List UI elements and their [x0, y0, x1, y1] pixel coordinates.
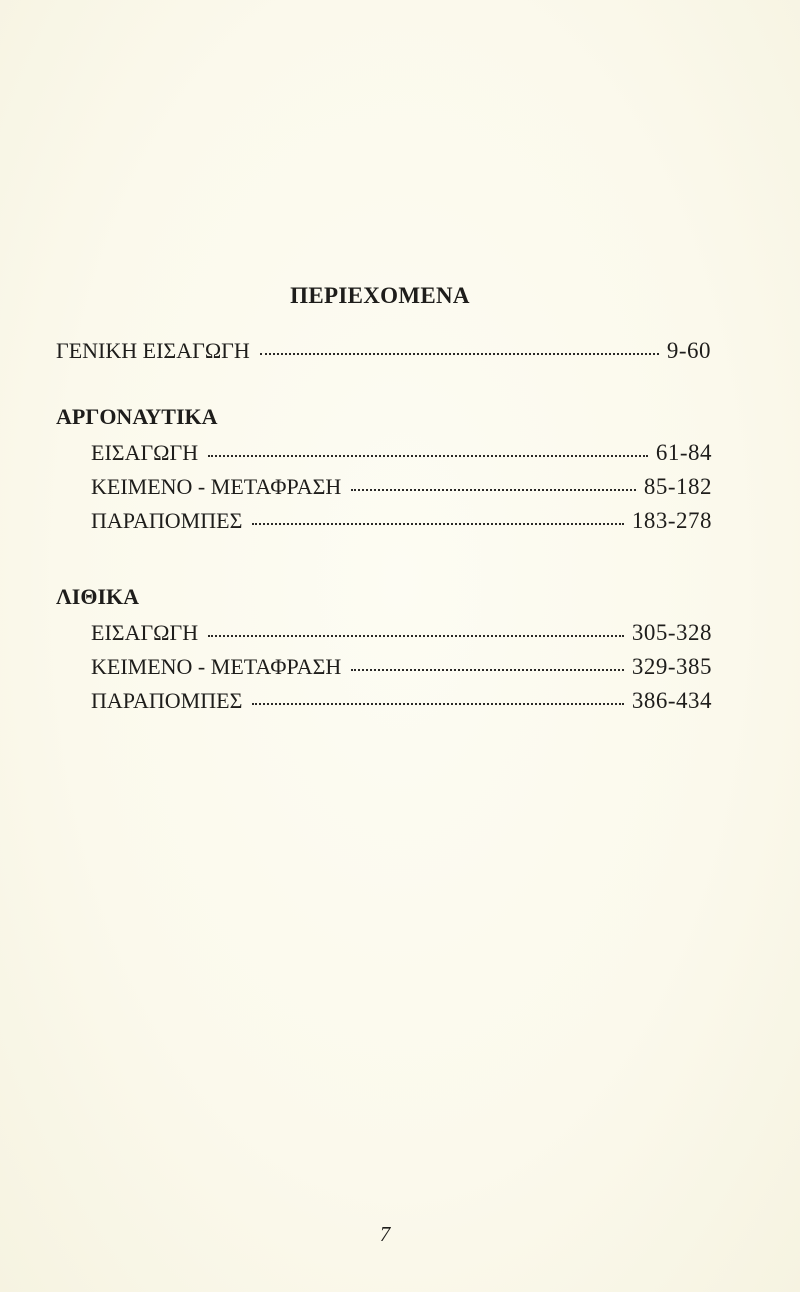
- toc-entry-lithika-text: [91, 652, 712, 682]
- toc-entry-pages: 9-60: [666, 338, 711, 363]
- toc-entry-label: ΚΕΙΜΕΝΟ - ΜΕΤΑΦΡΑΣΗ: [91, 474, 342, 499]
- toc-entry-label: ΚΕΙΜΕΝΟ - ΜΕΤΑΦΡΑΣΗ: [91, 654, 342, 679]
- toc-entry-general-intro: [56, 336, 711, 366]
- leader-dots: [208, 635, 624, 637]
- toc-entry-label: ΠΑΡΑΠΟΜΠΕΣ: [91, 508, 243, 533]
- toc-entry-pages: 329-385: [631, 654, 712, 679]
- page-number: 7: [379, 1222, 391, 1246]
- leader-dots: [252, 523, 623, 525]
- toc-entry-pages: 305-328: [631, 620, 712, 645]
- leader-dots: [351, 669, 624, 671]
- toc-entry-pages: 386-434: [631, 688, 712, 713]
- toc-entry-label: ΕΙΣΑΓΩΓΗ: [91, 620, 199, 645]
- leader-dots: [260, 353, 659, 355]
- toc-entry-pages: 61-84: [655, 440, 712, 465]
- toc-entry-argonautika-notes: [91, 506, 712, 536]
- leader-dots: [252, 703, 623, 705]
- section-heading-argonautika: ΑΡΓΟΝΑΥΤΙΚΑ: [56, 404, 218, 429]
- toc-entry-label: ΕΙΣΑΓΩΓΗ: [91, 440, 199, 465]
- page-title: ΠΕΡΙΕΧΟΜΕΝΑ: [290, 283, 470, 308]
- toc-entry-argonautika-intro: [91, 438, 712, 468]
- toc-entry-pages: 183-278: [631, 508, 712, 533]
- leader-dots: [351, 489, 636, 491]
- toc-entry-pages: 85-182: [643, 474, 712, 499]
- toc-entry-lithika-intro: [91, 618, 712, 648]
- section-heading-lithika: ΛΙΘΙΚΑ: [56, 584, 140, 609]
- toc-entry-lithika-notes: [91, 686, 712, 716]
- toc-entry-label: ΓΕΝΙΚΗ ΕΙΣΑΓΩΓΗ: [56, 338, 250, 363]
- toc-entry-label: ΠΑΡΑΠΟΜΠΕΣ: [91, 688, 243, 713]
- leader-dots: [208, 455, 648, 457]
- toc-entry-argonautika-text: [91, 472, 712, 502]
